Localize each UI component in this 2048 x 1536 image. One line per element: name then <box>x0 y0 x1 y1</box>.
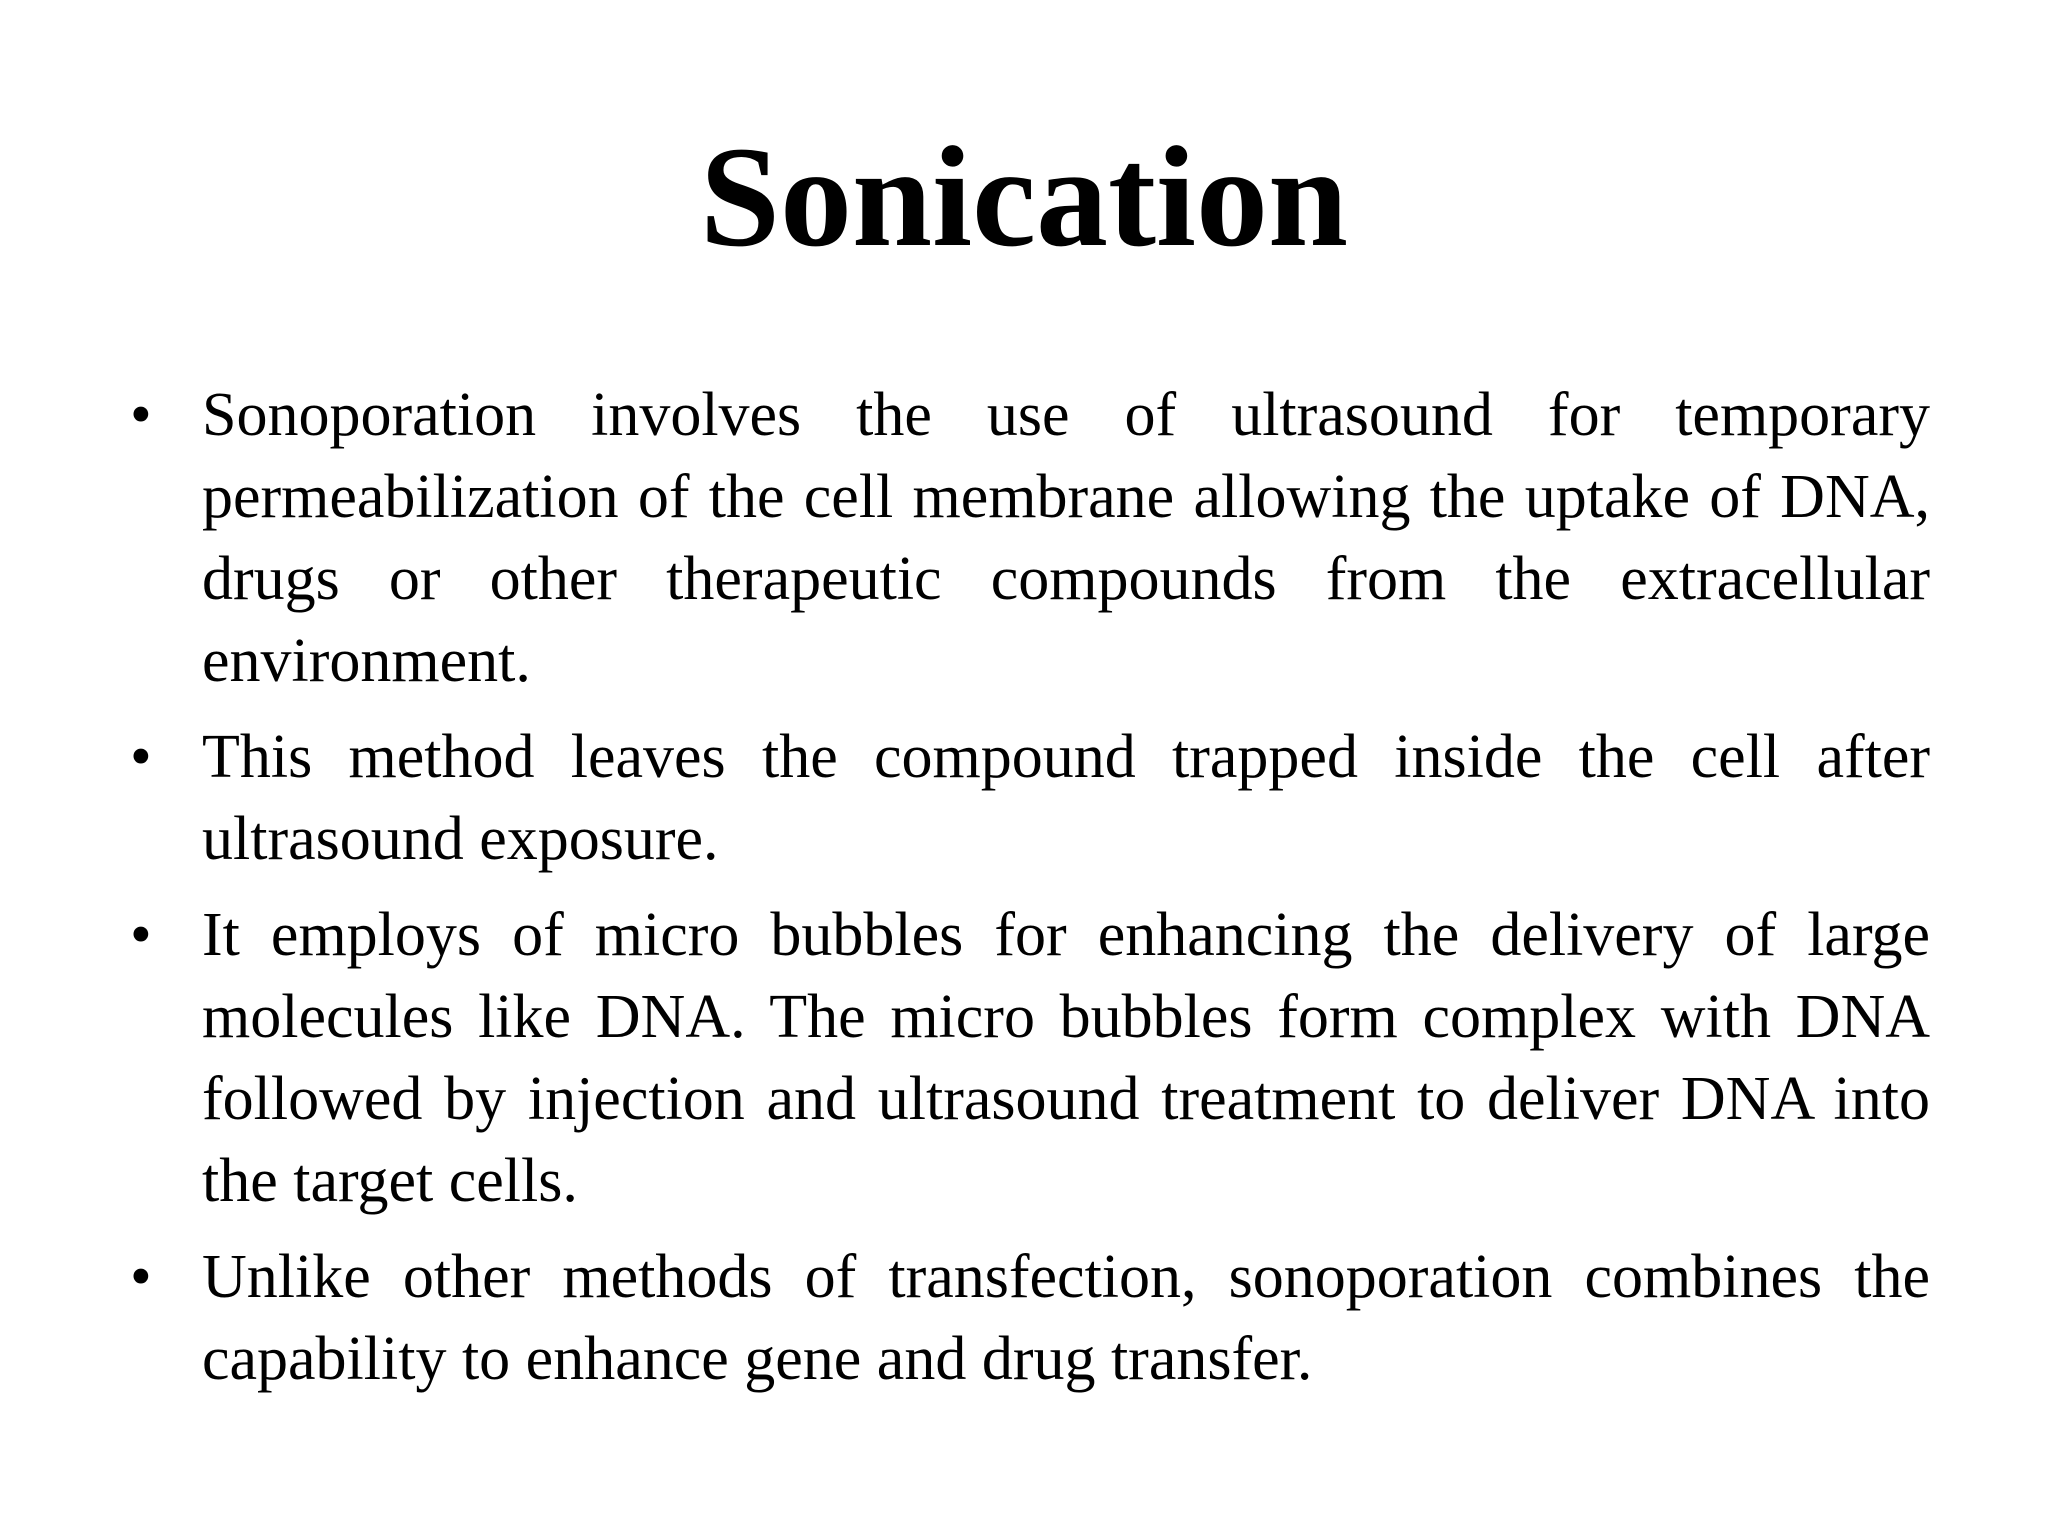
bullet-marker: • <box>130 1243 152 1311</box>
bullet-text: This method leaves the compound trapped inside the cell after ultrasound exposure. <box>202 723 1930 873</box>
bullet-marker: • <box>130 723 152 791</box>
bullet-item <box>130 716 1930 880</box>
bullet-item <box>130 374 1930 702</box>
bullet-text: Sonoporation involves the use of ultrasound for temporary permeabilization of the cell membrane allowing the uptake of DNA, drugs or other therapeutic compounds from the extracellular environment. <box>202 381 1930 695</box>
bullet-text: It employs of micro bubbles for enhancing the delivery of large molecules like DNA. The micro bubbles form complex with DNA followed by injection and ultrasound treatment to deliver DNA into the target cells. <box>202 901 1930 1215</box>
bullet-marker: • <box>130 901 152 969</box>
bullet-list <box>130 374 1930 1414</box>
slide-title: Sonication <box>699 118 1349 277</box>
bullet-marker: • <box>130 381 152 449</box>
bullet-item <box>130 894 1930 1222</box>
bullet-text: Unlike other methods of transfection, sonoporation combines the capability to enhance gene and drug transfer. <box>202 1243 1930 1393</box>
bullet-item <box>130 1236 1930 1400</box>
